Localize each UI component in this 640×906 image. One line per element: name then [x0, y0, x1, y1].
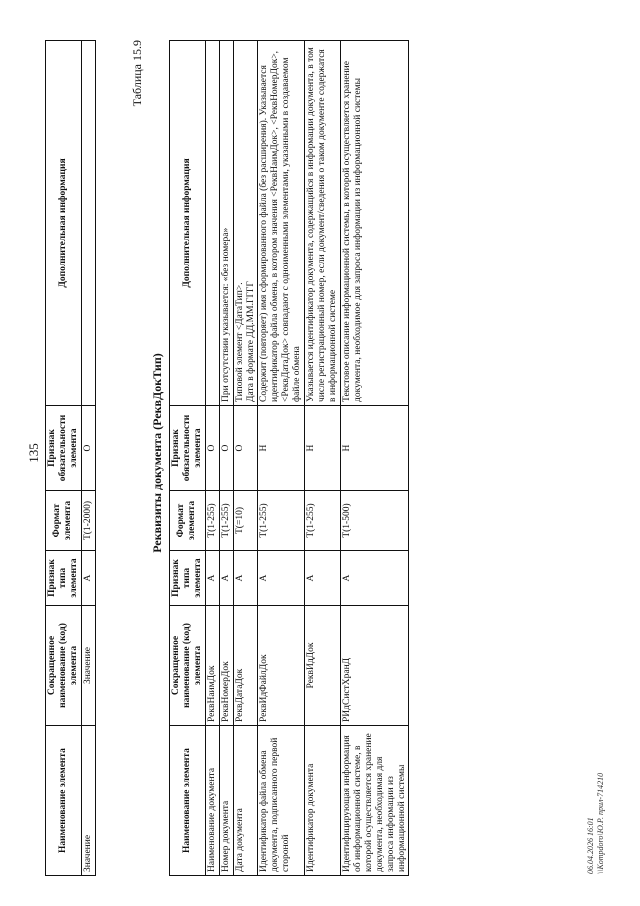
cell-format: T(=10): [233, 491, 258, 551]
table-row: [219, 41, 233, 876]
table-requisites: [169, 40, 409, 876]
cell-format: T(1-255): [258, 491, 305, 551]
stamp-date: 06.04.2026 16:01: [586, 817, 595, 874]
cell-type: А: [258, 551, 305, 606]
cell-required: Н: [340, 406, 409, 491]
cell-name: Наименование документа: [205, 726, 219, 876]
cell-format: T(1-255): [205, 491, 219, 551]
cell-code: РеквДатаДок: [233, 606, 258, 726]
cell-format: T(1-500): [340, 491, 409, 551]
cell-type: А: [219, 551, 233, 606]
cell-name: Идентификатор документа: [305, 726, 341, 876]
table-header-row: [46, 41, 82, 876]
stamp-path: \\Kompdoro\Ю.Р. прил-714210: [595, 772, 605, 874]
cell-type: А: [233, 551, 258, 606]
cell-required: Н: [305, 406, 341, 491]
cell-info: Типовой элемент <ДатаТип>. Дата в формате ДД.ММ.ГГГГ: [233, 41, 258, 406]
col-header: Дополнительная информация: [170, 41, 206, 406]
table-row: [81, 41, 95, 876]
cell-code: РеквНаимДок: [205, 606, 219, 726]
cell-name: Значение: [81, 726, 95, 876]
table-row: [305, 41, 341, 876]
cell-type: А: [205, 551, 219, 606]
cell-type: А: [305, 551, 341, 606]
cell-required: О: [81, 406, 95, 491]
cell-required: О: [233, 406, 258, 491]
cell-info: [81, 41, 95, 406]
col-header: Формат элемента: [46, 491, 82, 551]
col-header: Признак типа элемента: [170, 551, 206, 606]
cell-code: РеквНомерДок: [219, 606, 233, 726]
cell-name: Номер документа: [219, 726, 233, 876]
col-header: Формат элемента: [170, 491, 206, 551]
table-row: [258, 41, 305, 876]
table-title: Реквизиты документа (РеквДокТип): [150, 353, 164, 553]
print-stamp: [586, 773, 605, 874]
page-number: 135: [26, 443, 41, 463]
cell-required: Н: [258, 406, 305, 491]
cell-format: T(1-2000): [81, 491, 95, 551]
cell-code: РИдСистХранД: [340, 606, 409, 726]
col-header: Признак типа элемента: [46, 551, 82, 606]
cell-code: РеквИдФайлДок: [258, 606, 305, 726]
col-header: Сокращенное наименование (код) элемента: [170, 606, 206, 726]
table-header-row: [170, 41, 206, 876]
col-header: Наименование элемента: [46, 726, 82, 876]
table-row: [340, 41, 409, 876]
cell-info: Текстовое описание информационной системы, в которой осуществляется хранение документа, необходимое для запроса информации из информационной системы: [340, 41, 409, 406]
cell-name: Идентификатор файла обмена документа, подписанного первой стороной: [258, 726, 305, 876]
col-header: Наименование элемента: [170, 726, 206, 876]
cell-code: Значение: [81, 606, 95, 726]
cell-format: T(1-255): [305, 491, 341, 551]
cell-name: Дата документа: [233, 726, 258, 876]
table-row: [233, 41, 258, 876]
cell-info: Содержит (повторяет) имя сформированного файла (без расширения). Указывается идентификатор файла обмена, в котором значения <РеквНаимДок>, <РеквНомерДок>, <РеквДатаДок> совпадают с одноименными элементами, указанными в создаваемом файле обмена: [258, 41, 305, 406]
table-elements-top: [45, 40, 96, 876]
table-row: [205, 41, 219, 876]
cell-info: При отсутствии указывается: «без номера»: [219, 41, 233, 406]
cell-name: Идентифицирующая информация об информационной системе, в которой осуществляется хранение документа, необходимая для запроса информации из информационной системы: [340, 726, 409, 876]
cell-required: О: [219, 406, 233, 491]
cell-required: О: [205, 406, 219, 491]
cell-info: Указывается идентификатор документа, содержащийся в информации документа, в том числе регистрационный номер, если документ/сведения о таком документе содержатся в информационной системе: [305, 41, 341, 406]
col-header: Признак обязательности элемента: [46, 406, 82, 491]
col-header: Признак обязательности элемента: [170, 406, 206, 491]
table-label: Таблица 15.9: [130, 40, 144, 107]
col-header: Дополнительная информация: [46, 41, 82, 406]
cell-format: T(1-255): [219, 491, 233, 551]
cell-code: РеквИдДок: [305, 606, 341, 726]
cell-type: А: [81, 551, 95, 606]
cell-type: А: [340, 551, 409, 606]
cell-info: [205, 41, 219, 406]
col-header: Сокращенное наименование (код) элемента: [46, 606, 82, 726]
